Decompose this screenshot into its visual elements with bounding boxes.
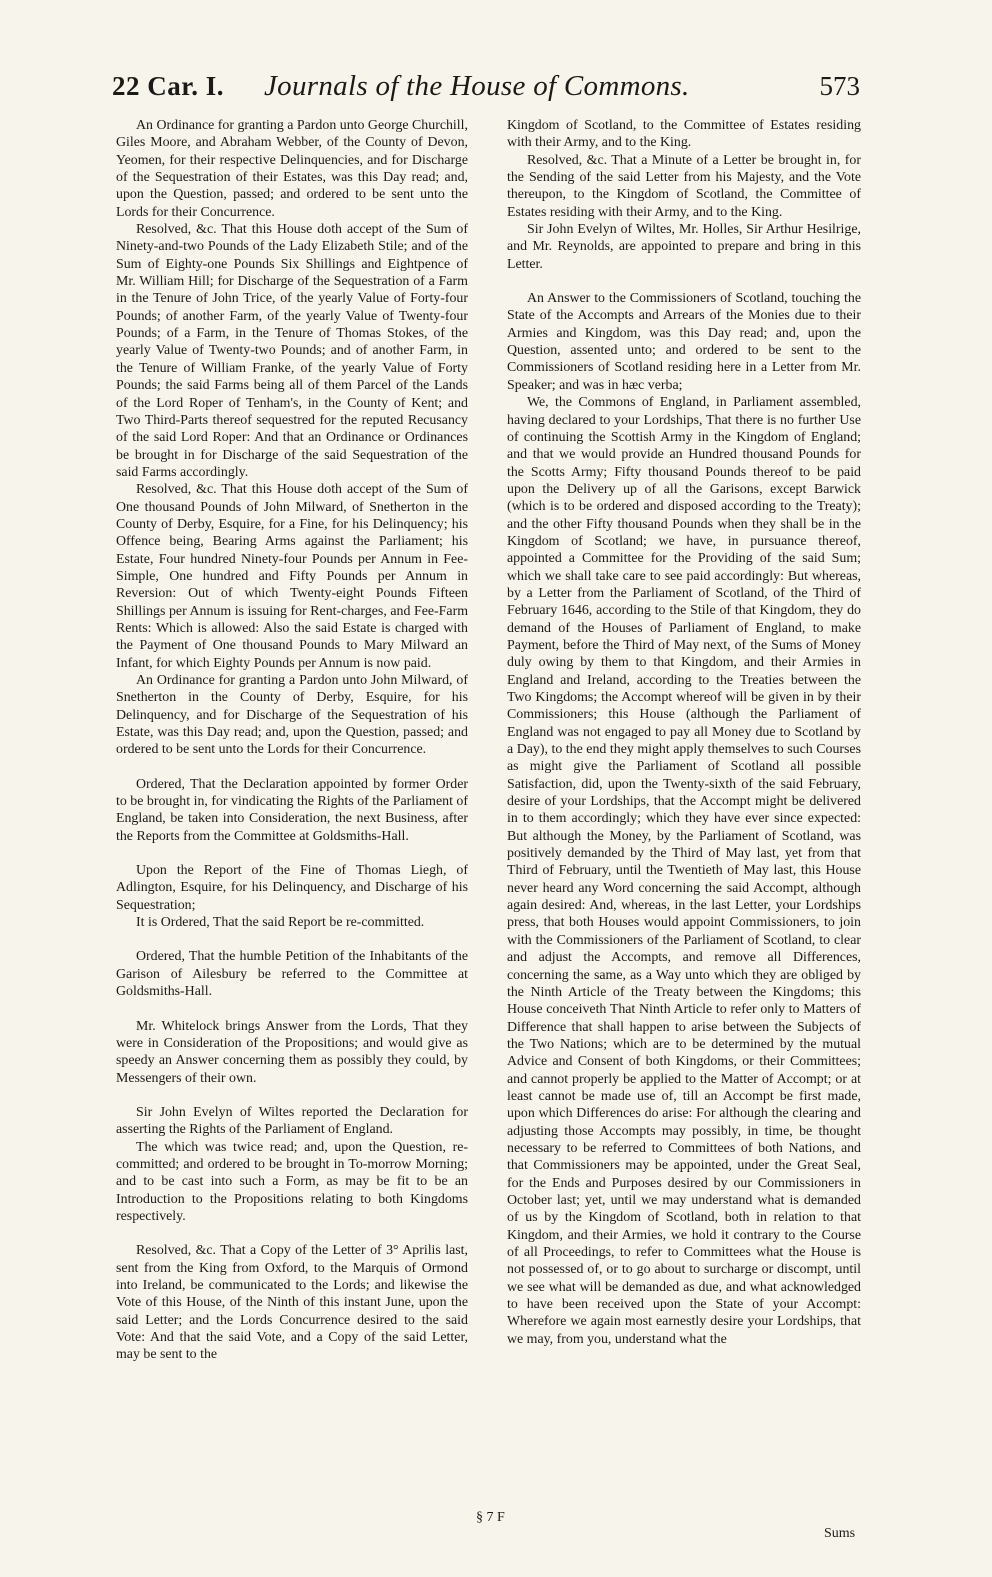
catchword: Sums <box>824 1526 856 1541</box>
page-header <box>112 70 860 114</box>
paragraph: Sir John Evelyn of Wiltes, Mr. Holles, Sir Arthur Hesilrige, and Mr. Reynolds, are appointed to prepare and bring in this Letter. <box>507 222 861 272</box>
paragraph: Resolved, &c. That a Copy of the Letter of 3° Aprilis last, sent from the King from Oxford, to the Marquis of Ormond into Ireland, be communicated to the Lords; and likewise the Vote of this House, of the Ninth of this instant June, upon the said Letter; and the Lords Concurrence desired to the said Vote: And that the said Vote, and a Copy of the said Letter, may be sent to the <box>116 1243 468 1363</box>
running-title: Journals of the House of Commons. <box>264 70 690 102</box>
right-column <box>507 117 861 1348</box>
paragraph: Upon the Report of the Fine of Thomas Liegh, of Adlington, Esquire, for his Delinquency, and Discharge of his Sequestration; <box>116 863 468 913</box>
signature-mark: § 7 F <box>476 1510 505 1525</box>
paragraph: Mr. Whitelock brings Answer from the Lords, That they were in Consideration of the Propositions; and would give as speedy an Answer concerning them as possibly they could, by Messengers of their own. <box>116 1018 468 1086</box>
paragraph: It is Ordered, That the said Report be re-committed. <box>136 915 425 931</box>
paragraph: We, the Commons of England, in Parliament assembled, having declared to your Lordships, That there is no further Use of continuing the Scottish Army in the Kingdom of England; and that we would provide an Hundred thousand Pounds for the Scotts Army; Fifty thousand Pounds thereof to be paid upon the Delivery up of all the Garisons, except Barwick (which is to be ordered and disposed according to the Treaty); and the other Fifty thousand Pounds when they shall be in the Kingdom of Scotland; we have, in pursuance thereof, appointed a Committee for the Providing of the said Sum; which we shall take care to see paid accordingly: But whereas, by a Letter from the Parliament of Scotland, of the Third of February 1646, according to the Stile of that Kingdom, they do demand of the Houses of Parliament of England, to make Payment, before the Third of May next, of the Sums of Money duly owing by them to that Kingdom, and their Armies in England and Ireland, according to the Treaties between the Two Kingdoms; the Accompt whereof will be given in by their Commissioners; this House (although the Parliament of England was not engaged to pay all Money due to Scotland by a Day), to the end they might apply themselves to such Courses as might give the Parliament of Scotland all possible Satisfaction, did, upon the Twenty-sixth of the said February, desire of your Lordships, that the Accompt might be delivered in to them accordingly; which they have ever since expected: But although the Money, by the Parliament of Scotland, was positively demanded by the Third of May last, yet from that Third of February, until the Twentieth of May last, this House never heard any Word concerning the said Accompt, although again desired: And, whereas, in the last Letter, your Lordships press, that both Houses would appoint Commissioners, to join with the Commissioners of the Parliament of Scotland, to clear and adjust the Accompts, and remove all Differences, concerning the same, as a Way unto which they are obliged by the Ninth Article of the Treaty between the Kingdoms; this House conceiveth That Ninth Article to refer only to Matters of Difference that shall happen to arise between the Subjects of the Two Nations; which are to be determined by the mutual Advice and Consent of both Kingdoms, or their Committees; and cannot properly be applied to the Matter of Accompt; or at least cannot be made use of, till an Accompt be first made, upon which Differences do arise: For although the clearing and adjusting those Accompts may possibly, in time, be thought necessary to be referred to Committees of both Nations, and that Commissioners may be appointed, under the Great Seal, for the Ends and Purposes desired by our Commissioners in October last; yet, until we may understand what is demanded of us by the Kingdom of Scotland, both in relation to that Kingdom, and their Armies, we hold it contrary to the Course of all Proceedings, to refer to Committees what the House is not possessed of, or to go about to surcharge or discompt, until we see what will be demanded as due, and what acknowledged to have been received upon the State of your Accompt: Wherefore we again most earnestly desire your Lordships, that we may, from you, understand what the <box>507 395 861 1347</box>
left-column <box>116 117 468 1364</box>
paragraph: Resolved, &c. That this House doth accept of the Sum of Ninety-and-two Pounds of the Lady Elizabeth Stile; and of the Sum of Eighty-one Pounds Six Shillings and Eightpence of Mr. William Hill; for Discharge of the Sequestration of a Farm in the Tenure of John Trice, of the yearly Value of Forty-four Pounds; of another Farm, of the yearly Value of Twenty-four Pounds; of a Farm, in the Tenure of Thomas Stokes, of the yearly Value of Twenty-two Pounds; and of another Farm, in the Tenure of William Franke, of the yearly Value of Forty Pounds; the said Farms being all of them Parcel of the Lands of the Lord Roper of Tenham's, in the County of Kent; and Two Third-Parts thereof sequestred for the reputed Recusancy of the said Lord Roper: And that an Ordinance or Ordinances be brought in for Discharge of the said Sequestration of the said Farms accordingly. <box>116 222 468 480</box>
paragraph: An Answer to the Commissioners of Scotland, touching the State of the Accompts and Arrears of the Monies due to their Armies and Kingdom, was this Day read; and, upon the Question, assented unto; and ordered to be sent to the Commissioners of Scotland residing here in a Letter from Mr. Speaker; and was in hæc verba; <box>507 291 861 393</box>
paragraph: Kingdom of Scotland, to the Committee of Estates residing with their Army, and to the King. <box>507 118 861 151</box>
paragraph: Ordered, That the Declaration appointed by former Order to be brought in, for vindicating the Rights of the Parliament of England, be taken into Consideration, the next Business, after the Reports from the Committee at Goldsmiths-Hall. <box>116 776 468 844</box>
regnal-year: 22 Car. I. <box>112 71 225 101</box>
paragraph: An Ordinance for granting a Pardon unto George Churchill, Giles Moore, and Abraham Webber, of the County of Devon, Yeomen, for their respective Delinquencies, and for Discharge of the Sequestration of their Estates, was this Day read; and, upon the Question, passed; and ordered to be sent unto the Lords for their Concurrence. <box>116 118 468 220</box>
paragraph: An Ordinance for granting a Pardon unto John Milward, of Snetherton in the County of Derby, Esquire, for his Delinquency, and for Discharge of the Sequestration of his Estate, was this Day read; and, upon the Question, passed; and ordered to be sent unto the Lords for their Concurrence. <box>116 673 468 758</box>
paragraph: Resolved, &c. That a Minute of a Letter be brought in, for the Sending of the said Letter from his Majesty, and the Vote thereupon, to the Kingdom of Scotland, the Committee of Estates residing with their Army, and to the King. <box>507 152 861 220</box>
paragraph: The which was twice read; and, upon the Question, re-committed; and ordered to be brought in To-morrow Morning; and to be cast into such a Form, as may be fit to be an Introduction to the Propositions relating to both Kingdoms respectively. <box>116 1139 468 1224</box>
paragraph: Resolved, &c. That this House doth accept of the Sum of One thousand Pounds of John Milward, of Snetherton in the County of Derby, Esquire, for a Fine, for his Delinquency; his Offence being, Bearing Arms against the Parliament; his Estate, Four hundred Ninety-four Pounds per Annum in Fee-Simple, One hundred and Fifty Pounds per Annum in Reversion: Out of which Twenty-eight Pounds Fifteen Shillings per Annum is issuing for Rent-charges, and Fee-Farm Rents: Which is allowed: Also the said Estate is charged with the Payment of One thousand Pounds to Mary Milward an Infant, for which Eighty Pounds per Annum is now paid. <box>116 482 468 671</box>
page-number: 573 <box>819 71 860 101</box>
paragraph: Sir John Evelyn of Wiltes reported the Declaration for asserting the Rights of the Parliament of England. <box>116 1104 468 1138</box>
paragraph: Ordered, That the humble Petition of the Inhabitants of the Garison of Ailesbury be referred to the Committee at Goldsmiths-Hall. <box>116 949 468 1000</box>
